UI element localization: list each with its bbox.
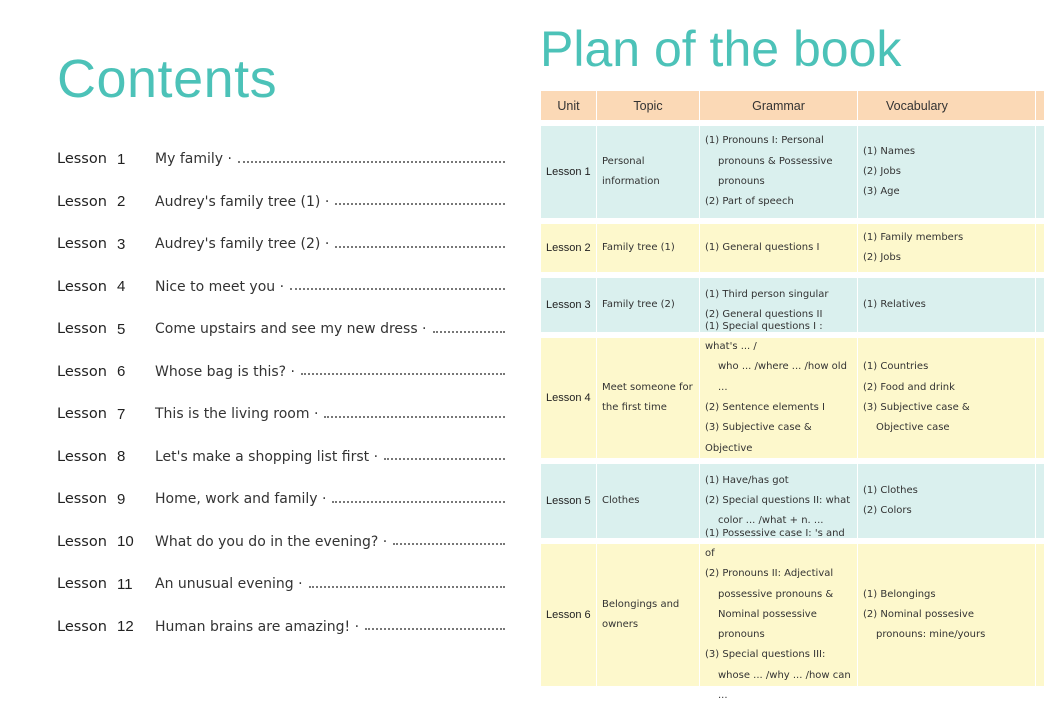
contents-item-number: 7 xyxy=(117,405,126,423)
contents-item-number: 1 xyxy=(117,150,126,168)
row-extra xyxy=(1036,126,1044,218)
vocabulary-point: (2) Jobs xyxy=(863,165,901,177)
row-grammar xyxy=(700,224,858,272)
contents-item-label: Lesson xyxy=(57,193,107,210)
contents-item-title: Audrey's family tree (1) · xyxy=(155,193,330,210)
dot-leader xyxy=(433,330,505,333)
contents-item-title: Human brains are amazing! · xyxy=(155,618,360,635)
dot-leader xyxy=(324,415,505,418)
row-topic xyxy=(597,464,700,538)
plan-title: Plan of the book xyxy=(540,21,902,77)
contents-item-title: Come upstairs and see my new dress · xyxy=(155,321,427,338)
contents-item-title: Nice to meet you · xyxy=(155,278,285,295)
header-grammar: Grammar xyxy=(700,91,858,120)
row-topic xyxy=(597,338,700,458)
header-extra xyxy=(1036,91,1044,120)
dot-leader xyxy=(384,457,505,460)
row-topic-text: Family tree (1) xyxy=(602,241,675,253)
contents-item-number: 12 xyxy=(117,618,134,636)
dot-leader xyxy=(309,585,505,588)
dot-leader xyxy=(332,500,505,503)
row-topic xyxy=(597,224,700,272)
contents-item-label: Lesson xyxy=(57,363,107,380)
row-unit: Lesson 5 xyxy=(541,464,597,538)
plan-row xyxy=(541,126,1044,218)
row-vocabulary xyxy=(858,224,1036,272)
contents-item[interactable] xyxy=(57,181,505,224)
contents-item-number: 6 xyxy=(117,363,126,381)
dot-leader xyxy=(238,160,505,163)
row-topic-text: Meet someone for the first time xyxy=(602,381,693,413)
contents-item-title: My family · xyxy=(155,151,232,168)
header-vocabulary: Vocabulary xyxy=(858,91,1036,120)
contents-item[interactable] xyxy=(57,308,505,351)
contents-list xyxy=(57,138,505,648)
grammar-point: pronouns xyxy=(718,176,765,187)
contents-item-title: Audrey's family tree (2) · xyxy=(155,236,330,253)
grammar-point: (1) Possessive case I: 's and of xyxy=(705,527,845,559)
contents-item-label: Lesson xyxy=(57,576,107,593)
vocabulary-point: (1) Family members xyxy=(863,231,964,243)
vocabulary-point: (2) Colors xyxy=(863,505,912,516)
grammar-point: Nominal possessive pronouns xyxy=(718,608,817,641)
grammar-point: (2) Sentence elements I xyxy=(705,402,825,413)
contents-item[interactable] xyxy=(57,521,505,564)
plan-body xyxy=(541,120,1044,702)
row-vocabulary xyxy=(858,278,1036,332)
contents-item-label: Lesson xyxy=(57,618,107,635)
contents-item-label: Lesson xyxy=(57,533,107,550)
row-grammar xyxy=(700,320,858,458)
contents-item-label: Lesson xyxy=(57,491,107,508)
vocabulary-point: (1) Belongings xyxy=(863,588,936,600)
dot-leader xyxy=(301,372,505,375)
vocabulary-point: (2) Jobs xyxy=(863,252,901,263)
grammar-point: (2) Special questions II: what xyxy=(705,494,851,506)
row-topic-text: Belongings and owners xyxy=(602,598,680,630)
row-unit: Lesson 3 xyxy=(541,278,597,332)
contents-item-number: 4 xyxy=(117,278,126,296)
contents-item-number: 5 xyxy=(117,320,126,338)
contents-item-label: Lesson xyxy=(57,236,107,253)
row-unit: Lesson 6 xyxy=(541,544,597,686)
plan-row xyxy=(541,527,1044,702)
row-vocabulary xyxy=(858,338,1036,458)
contents-item-number: 3 xyxy=(117,235,126,253)
dot-leader xyxy=(335,245,505,248)
contents-item-number: 9 xyxy=(117,490,126,508)
contents-item-number: 8 xyxy=(117,448,126,466)
grammar-point: (1) Pronouns I: Personal xyxy=(705,135,824,147)
grammar-point: (1) General questions I xyxy=(705,241,820,253)
dot-leader xyxy=(365,627,505,630)
contents-item[interactable] xyxy=(57,563,505,606)
row-topic-text: Personal information xyxy=(602,155,660,187)
plan-table xyxy=(541,91,1044,702)
row-extra xyxy=(1036,224,1044,272)
vocabulary-point: (3) Age xyxy=(863,186,900,198)
row-unit: Lesson 2 xyxy=(541,224,597,272)
row-grammar xyxy=(700,126,858,218)
grammar-point: who ... /where ... /how old ... xyxy=(718,361,847,393)
row-topic xyxy=(597,278,700,332)
contents-item-label: Lesson xyxy=(57,321,107,338)
contents-item-label: Lesson xyxy=(57,448,107,465)
contents-item-label: Lesson xyxy=(57,151,107,168)
contents-item[interactable] xyxy=(57,266,505,309)
row-unit: Lesson 1 xyxy=(541,126,597,218)
vocabulary-point: (1) Names xyxy=(863,145,916,157)
row-topic xyxy=(597,126,700,218)
grammar-point: pronouns & Possessive xyxy=(718,155,833,167)
row-extra xyxy=(1036,338,1044,458)
dot-leader xyxy=(290,287,505,290)
grammar-point: (2) Part of speech xyxy=(705,196,794,208)
vocabulary-point: (2) Food and drink xyxy=(863,381,955,393)
contents-item[interactable] xyxy=(57,436,505,479)
plan-row xyxy=(541,320,1044,458)
grammar-point: (2) General questions II xyxy=(705,309,823,320)
vocabulary-point: (3) Subjective case & xyxy=(863,402,970,413)
contents-item-title: Home, work and family · xyxy=(155,491,327,508)
contents-title: Contents xyxy=(57,49,278,109)
contents-item[interactable] xyxy=(57,223,505,266)
vocabulary-point: pronouns: mine/yours xyxy=(876,629,986,641)
row-extra xyxy=(1036,544,1044,686)
row-grammar xyxy=(700,527,858,702)
contents-item[interactable] xyxy=(57,393,505,436)
contents-item-title: What do you do in the evening? · xyxy=(155,533,388,550)
contents-item-label: Lesson xyxy=(57,406,107,423)
contents-item[interactable] xyxy=(57,606,505,649)
grammar-point: (2) Pronouns II: Adjectival xyxy=(705,568,834,580)
dot-leader xyxy=(335,202,505,205)
contents-item-title: Let's make a shopping list first · xyxy=(155,448,379,465)
vocabulary-point: Objective case xyxy=(876,422,950,434)
grammar-point: color ... /what + n. ... xyxy=(718,515,824,527)
contents-item-title: Whose bag is this? · xyxy=(155,363,295,380)
grammar-point: (1) Third person singular xyxy=(705,288,829,300)
header-unit: Unit xyxy=(541,91,597,120)
grammar-point: (3) Special questions III: xyxy=(705,649,826,661)
contents-item-number: 2 xyxy=(117,193,126,211)
contents-item[interactable] xyxy=(57,478,505,521)
contents-item[interactable] xyxy=(57,351,505,394)
contents-item-label: Lesson xyxy=(57,278,107,295)
plan-row xyxy=(541,224,1044,272)
row-extra xyxy=(1036,464,1044,538)
header-topic: Topic xyxy=(597,91,700,120)
grammar-point: (3) Subjective case & Objective xyxy=(705,422,812,454)
grammar-point: (1) Have/has got xyxy=(705,474,789,486)
vocabulary-point: (2) Nominal possesive xyxy=(863,608,974,620)
grammar-point: (1) Special questions I : what's ... / xyxy=(705,320,823,353)
row-topic xyxy=(597,544,700,686)
contents-item-number: 11 xyxy=(117,575,133,593)
row-topic-text: Family tree (2) xyxy=(602,298,675,310)
vocabulary-point: (1) Clothes xyxy=(863,484,918,496)
row-unit: Lesson 4 xyxy=(541,338,597,458)
contents-item-title: An unusual evening · xyxy=(155,576,303,593)
contents-item-number: 10 xyxy=(117,533,134,551)
grammar-point: whose ... /why ... /how can ... xyxy=(718,669,851,702)
row-vocabulary xyxy=(858,126,1036,218)
vocabulary-point: (1) Countries xyxy=(863,361,929,373)
grammar-point: possessive pronouns & xyxy=(718,588,834,600)
row-vocabulary xyxy=(858,544,1036,686)
plan-header-row xyxy=(541,91,1044,120)
contents-item-title: This is the living room · xyxy=(155,406,319,423)
contents-item[interactable] xyxy=(57,138,505,181)
vocabulary-point: (1) Relatives xyxy=(863,298,926,310)
dot-leader xyxy=(393,542,505,545)
row-topic-text: Clothes xyxy=(602,494,640,506)
row-extra xyxy=(1036,278,1044,332)
row-vocabulary xyxy=(858,464,1036,538)
